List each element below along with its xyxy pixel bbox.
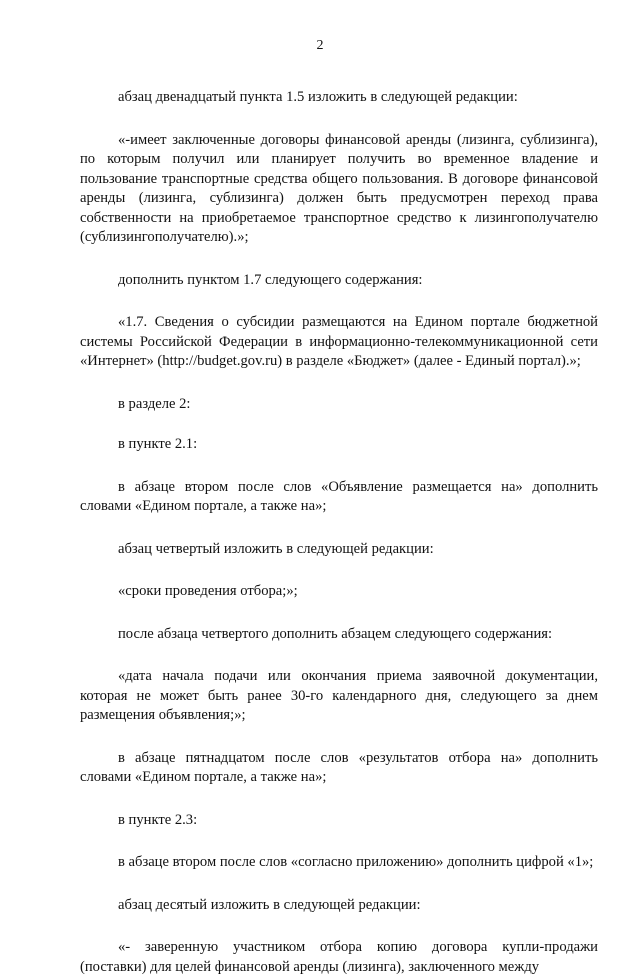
paragraph-7: в абзаце втором после слов «Объявление размещается на» дополнить словами «Едином портале, а также на»; [80, 478, 598, 514]
paragraph-16: «- заверенную участником отбора копию договора купли-продажи (поставки) для целей финансовой аренды (лизинга), заключенного между [80, 939, 598, 975]
paragraph-11: «дата начала подачи или окончания приема заявочной документации, которая не может быть ранее 30-го календарного дня, следующего за днем размещения объявления;»; [80, 668, 598, 723]
paragraph-14: в абзаце втором после слов «согласно приложению» дополнить цифрой «1»; [118, 854, 594, 870]
paragraph-12: в абзаце пятнадцатом после слов «результатов отбора на» дополнить словами «Едином портале, а также на»; [80, 749, 598, 785]
paragraph-2: «-имеет заключенные договоры финансовой аренды (лизинга, сублизинга), по которым получил или планирует получить во временное владение и пользование транспортные средства общего пользования. В договоре финансовой аренды (лизинга, сублизинга) должен быть предусмотрен переход права собственности на приобретаемое транспортное средство к лизингополучателю (сублизингополучателю).»; [80, 131, 598, 245]
paragraph-3: дополнить пунктом 1.7 следующего содержания: [118, 271, 423, 288]
paragraph-8: абзац четвертый изложить в следующей редакции: [118, 540, 434, 557]
paragraph-15: абзац десятый изложить в следующей редакции: [118, 896, 421, 913]
paragraph-4: «1.7. Сведения о субсидии размещаются на Едином портале бюджетной системы Российской Федерации в информационно-телекоммуникационной сети «Интернет» (http://budget.gov.ru) в разделе «Бюджет» (далее - Единый портал).»; [80, 314, 598, 369]
paragraph-1: абзац двенадцатый пункта 1.5 изложить в следующей редакции: [118, 89, 518, 105]
paragraph-10: после абзаца четвертого дополнить абзацем следующего содержания: [118, 625, 553, 642]
paragraph-6: в пункте 2.1: [118, 436, 198, 452]
paragraph-13: в пункте 2.3: [118, 811, 198, 828]
document-body [80, 88, 598, 977]
paragraph-5: в разделе 2: [118, 395, 191, 412]
page-number: 2 [316, 38, 324, 53]
paragraph-9: «сроки проведения отбора;»; [118, 583, 298, 599]
